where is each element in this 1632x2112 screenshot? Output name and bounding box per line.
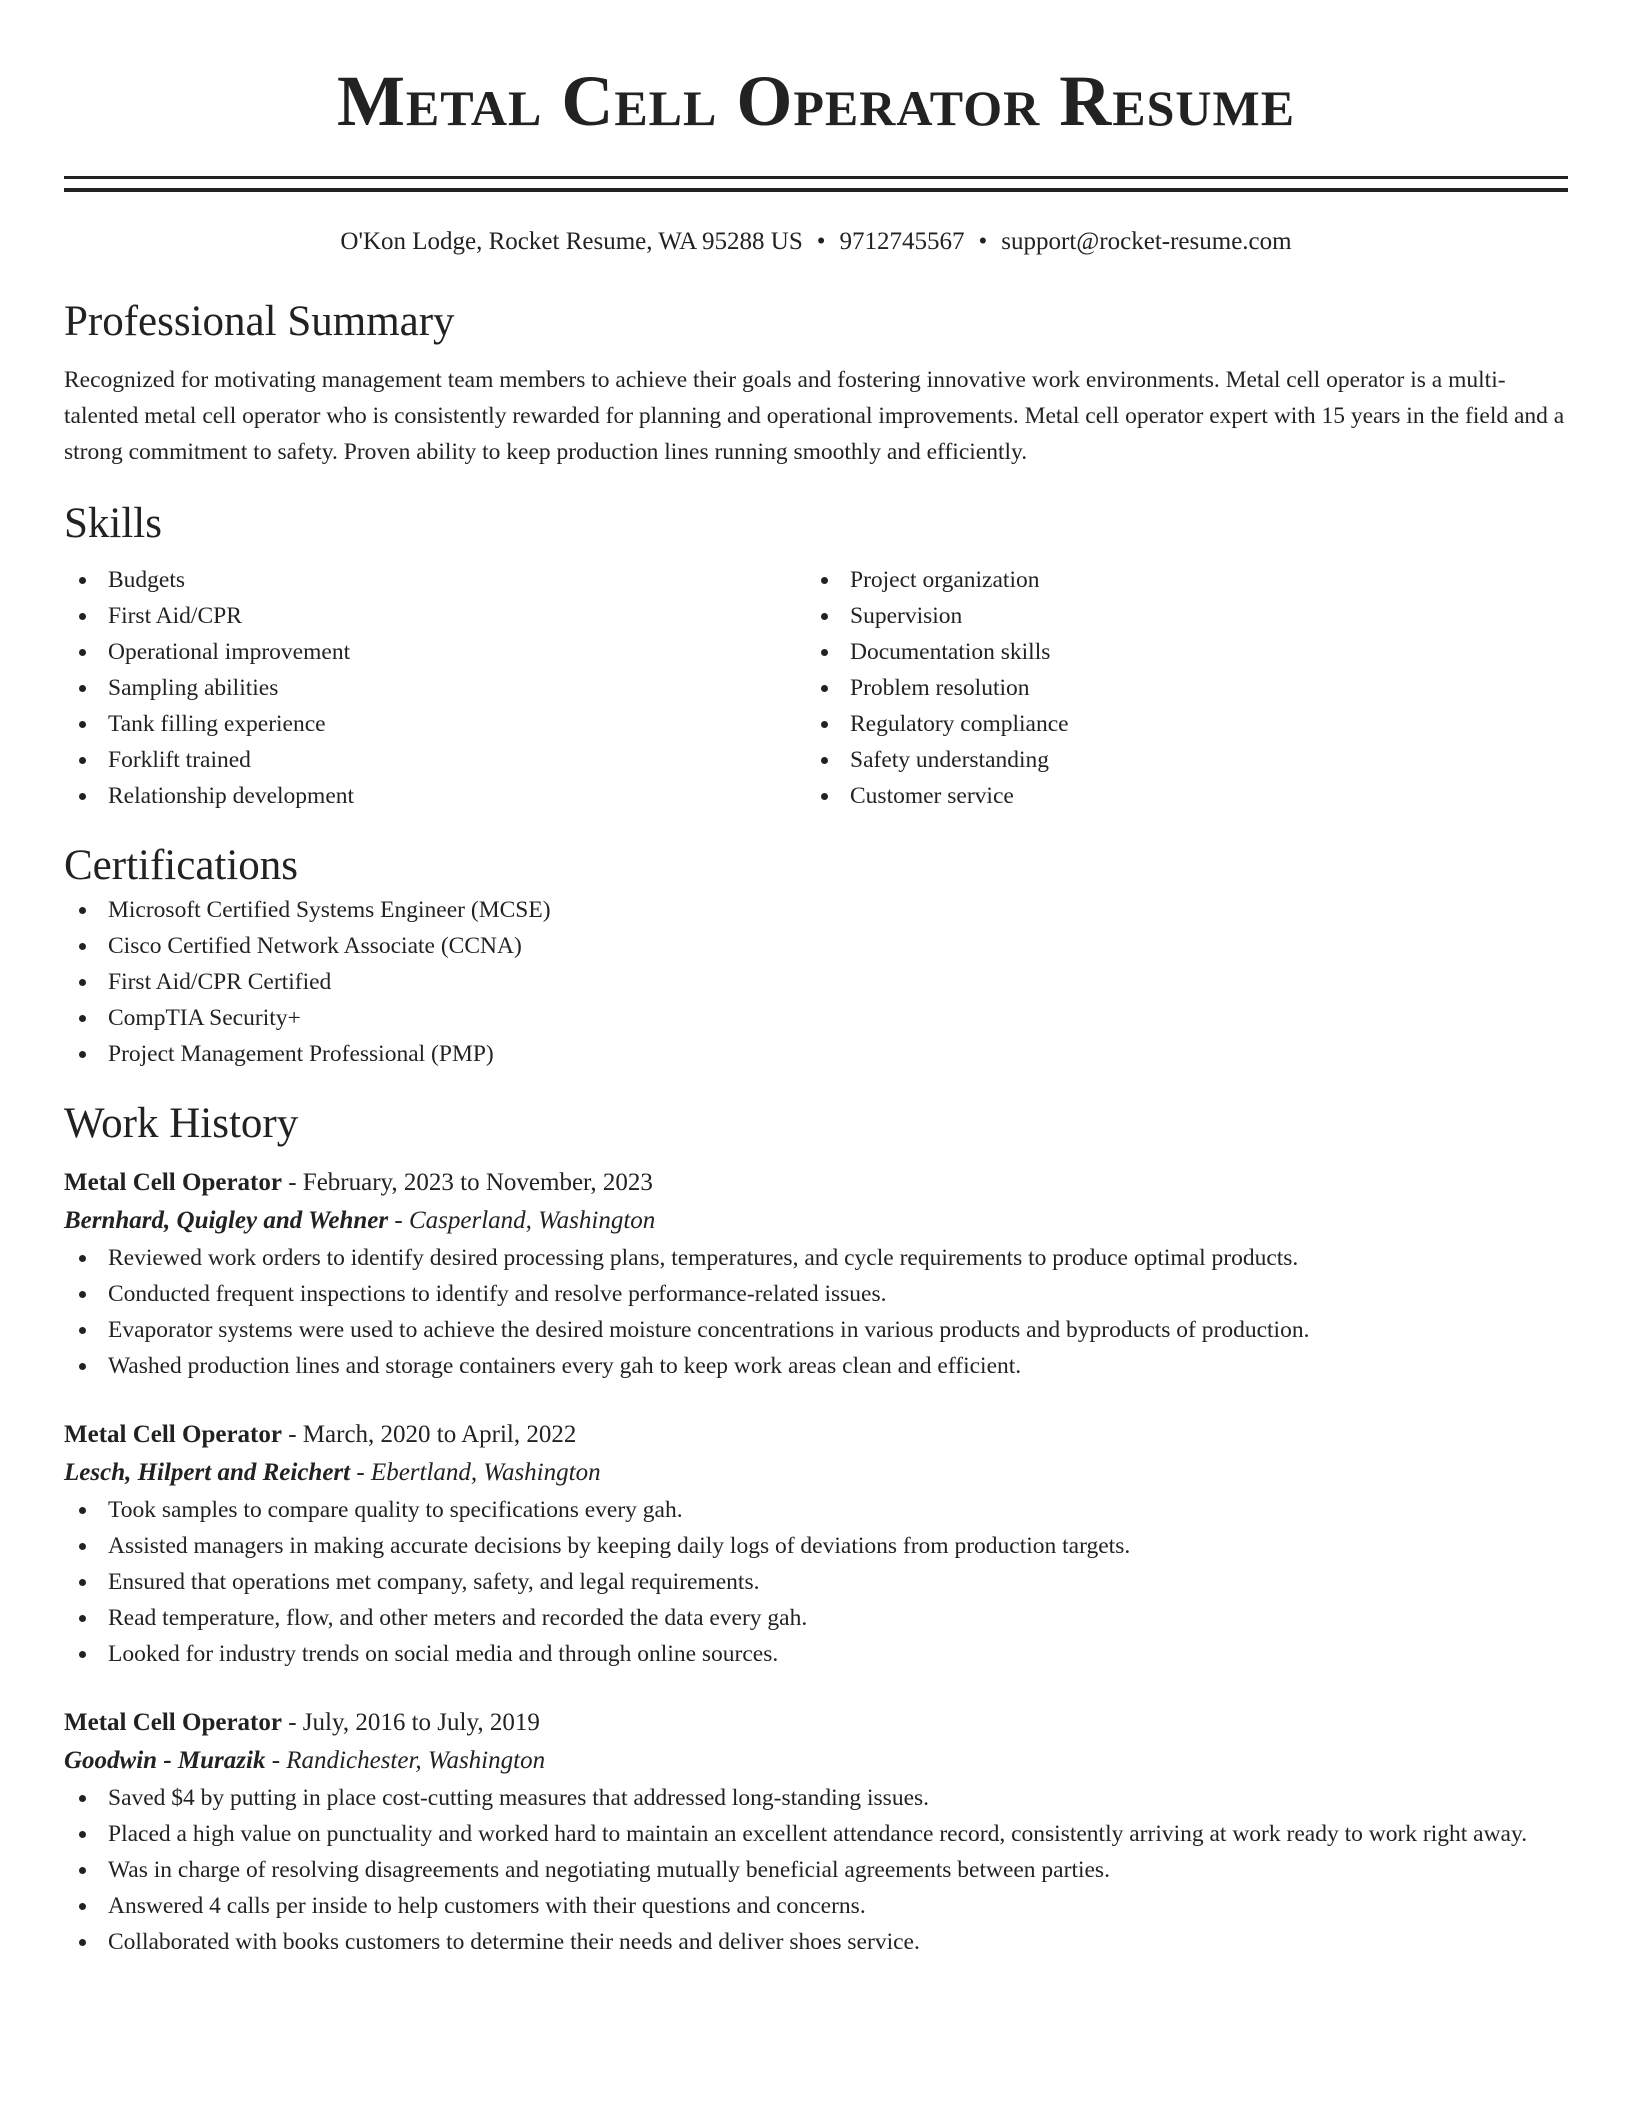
- job-duty-item: Was in charge of resolving disagreements and negotiating mutually beneficial agreements between parties.: [64, 1852, 1568, 1888]
- bullet-icon: [79, 1291, 86, 1298]
- skills-heading: Skills: [64, 500, 162, 547]
- job-duty-item: Reviewed work orders to identify desired processing plans, temperatures, and cycle requirements to produce optimal products.: [64, 1240, 1568, 1276]
- skill-item: Customer service: [806, 778, 1548, 814]
- job-location: - Ebertland, Washington: [350, 1459, 601, 1486]
- job-dates: - February, 2023 to November, 2023: [281, 1169, 653, 1196]
- contact-separator: •: [978, 228, 988, 255]
- contact-phone: 9712745567: [839, 228, 965, 255]
- bullet-icon: [821, 721, 828, 728]
- job-duties: [64, 1492, 1568, 1672]
- job-duty-item: Collaborated with books customers to determine their needs and deliver shoes service.: [64, 1924, 1568, 1960]
- job-duties: [64, 1240, 1568, 1384]
- certifications-heading: Certifications: [64, 842, 299, 889]
- job-duty-item: Saved $4 by putting in place cost-cutting measures that addressed long-standing issues.: [64, 1780, 1568, 1816]
- bullet-icon: [79, 1795, 86, 1802]
- contact-line: [64, 226, 1568, 258]
- bullet-icon: [79, 1867, 86, 1874]
- job-location: - Casperland, Washington: [388, 1207, 656, 1234]
- job-role: Metal Cell Operator: [64, 1709, 282, 1736]
- job-company-line: [64, 1742, 1568, 1780]
- bullet-icon: [79, 1255, 86, 1262]
- bullet-icon: [79, 685, 86, 692]
- certification-item: CompTIA Security+: [64, 1000, 1568, 1036]
- certification-item: First Aid/CPR Certified: [64, 964, 1568, 1000]
- job-duties: [64, 1780, 1568, 1960]
- bullet-icon: [79, 613, 86, 620]
- bullet-icon: [79, 757, 86, 764]
- bullet-icon: [79, 907, 86, 914]
- skill-item: Safety understanding: [806, 742, 1548, 778]
- job-duty-item: Took samples to compare quality to specifications every gah.: [64, 1492, 1568, 1528]
- skill-item: Problem resolution: [806, 670, 1548, 706]
- skill-item: Supervision: [806, 598, 1548, 634]
- bullet-icon: [79, 1939, 86, 1946]
- skill-item: Project organization: [806, 562, 1548, 598]
- bullet-icon: [79, 577, 86, 584]
- bullet-icon: [79, 649, 86, 656]
- bullet-icon: [821, 757, 828, 764]
- job-role: Metal Cell Operator: [64, 1169, 282, 1196]
- bullet-icon: [79, 721, 86, 728]
- skill-item: Forklift trained: [64, 742, 806, 778]
- job-entry: [64, 1416, 1568, 1672]
- job-title-line: [64, 1164, 1568, 1202]
- job-duty-item: Read temperature, flow, and other meters and recorded the data every gah.: [64, 1600, 1568, 1636]
- job-company: Lesch, Hilpert and Reichert: [64, 1459, 351, 1486]
- job-duty-item: Ensured that operations met company, safety, and legal requirements.: [64, 1564, 1568, 1600]
- job-title-line: [64, 1416, 1568, 1454]
- bullet-icon: [79, 793, 86, 800]
- skills-column-left: [64, 562, 806, 814]
- bullet-icon: [79, 1903, 86, 1910]
- skill-item: Documentation skills: [806, 634, 1548, 670]
- summary-heading: Professional Summary: [64, 298, 455, 345]
- contact-address: O'Kon Lodge, Rocket Resume, WA 95288 US: [340, 228, 803, 255]
- job-title-line: [64, 1704, 1568, 1742]
- skill-item: Sampling abilities: [64, 670, 806, 706]
- bullet-icon: [821, 649, 828, 656]
- bullet-icon: [821, 577, 828, 584]
- skill-item: Operational improvement: [64, 634, 806, 670]
- job-duty-item: Placed a high value on punctuality and worked hard to maintain an excellent attendance record, consistently arriving at work ready to work right away.: [64, 1816, 1568, 1852]
- bullet-icon: [79, 1831, 86, 1838]
- skills-column-right: [806, 562, 1548, 814]
- contact-email: support@rocket-resume.com: [1001, 228, 1292, 255]
- skill-item: Regulatory compliance: [806, 706, 1548, 742]
- work-history-heading: Work History: [64, 1100, 299, 1147]
- job-duty-item: Washed production lines and storage containers every gah to keep work areas clean and efficient.: [64, 1348, 1568, 1384]
- bullet-icon: [79, 1015, 86, 1022]
- bullet-icon: [79, 1651, 86, 1658]
- job-role: Metal Cell Operator: [64, 1421, 282, 1448]
- summary-text: Recognized for motivating management team members to achieve their goals and fostering innovative work environments. Metal cell operator is a multi-talented metal cell operator who is consistently rewarded for planning and operational improvements. Metal cell operator expert with 15 years in the field and a strong commitment to safety. Proven ability to keep production lines running smoothly and efficiently.: [64, 367, 1565, 465]
- job-company-line: [64, 1202, 1568, 1240]
- bullet-icon: [79, 1615, 86, 1622]
- job-duty-item: Answered 4 calls per inside to help customers with their questions and concerns.: [64, 1888, 1568, 1924]
- skill-item: Budgets: [64, 562, 806, 598]
- bullet-icon: [79, 1327, 86, 1334]
- job-entry: [64, 1704, 1568, 1960]
- job-entry: [64, 1164, 1568, 1384]
- bullet-icon: [79, 943, 86, 950]
- bullet-icon: [79, 1543, 86, 1550]
- certification-item: Cisco Certified Network Associate (CCNA): [64, 928, 1568, 964]
- job-dates: - July, 2016 to July, 2019: [281, 1709, 540, 1736]
- resume-page: [64, 0, 1568, 1960]
- bullet-icon: [79, 979, 86, 986]
- title-divider: [64, 176, 1568, 192]
- certification-item: Microsoft Certified Systems Engineer (MCSE): [64, 892, 1568, 928]
- bullet-icon: [79, 1363, 86, 1370]
- bullet-icon: [821, 685, 828, 692]
- job-duty-item: Assisted managers in making accurate decisions by keeping daily logs of deviations from production targets.: [64, 1528, 1568, 1564]
- bullet-icon: [79, 1507, 86, 1514]
- certifications-list: [64, 892, 1568, 1072]
- skill-item: Tank filling experience: [64, 706, 806, 742]
- certification-item: Project Management Professional (PMP): [64, 1036, 1568, 1072]
- contact-separator: •: [816, 228, 826, 255]
- bullet-icon: [79, 1051, 86, 1058]
- bullet-icon: [821, 793, 828, 800]
- job-duty-item: Looked for industry trends on social media and through online sources.: [64, 1636, 1568, 1672]
- skill-item: Relationship development: [64, 778, 806, 814]
- job-duty-item: Conducted frequent inspections to identify and resolve performance-related issues.: [64, 1276, 1568, 1312]
- job-duty-item: Evaporator systems were used to achieve the desired moisture concentrations in various products and byproducts of production.: [64, 1312, 1568, 1348]
- job-dates: - March, 2020 to April, 2022: [281, 1421, 577, 1448]
- bullet-icon: [821, 613, 828, 620]
- bullet-icon: [79, 1579, 86, 1586]
- job-location: - Randichester, Washington: [265, 1747, 546, 1774]
- job-company-line: [64, 1454, 1568, 1492]
- job-company: Goodwin - Murazik: [64, 1747, 266, 1774]
- skills-list: [64, 562, 1568, 814]
- resume-title: Metal Cell Operator Resume: [336, 61, 1296, 141]
- job-company: Bernhard, Quigley and Wehner: [64, 1207, 389, 1234]
- skill-item: First Aid/CPR: [64, 598, 806, 634]
